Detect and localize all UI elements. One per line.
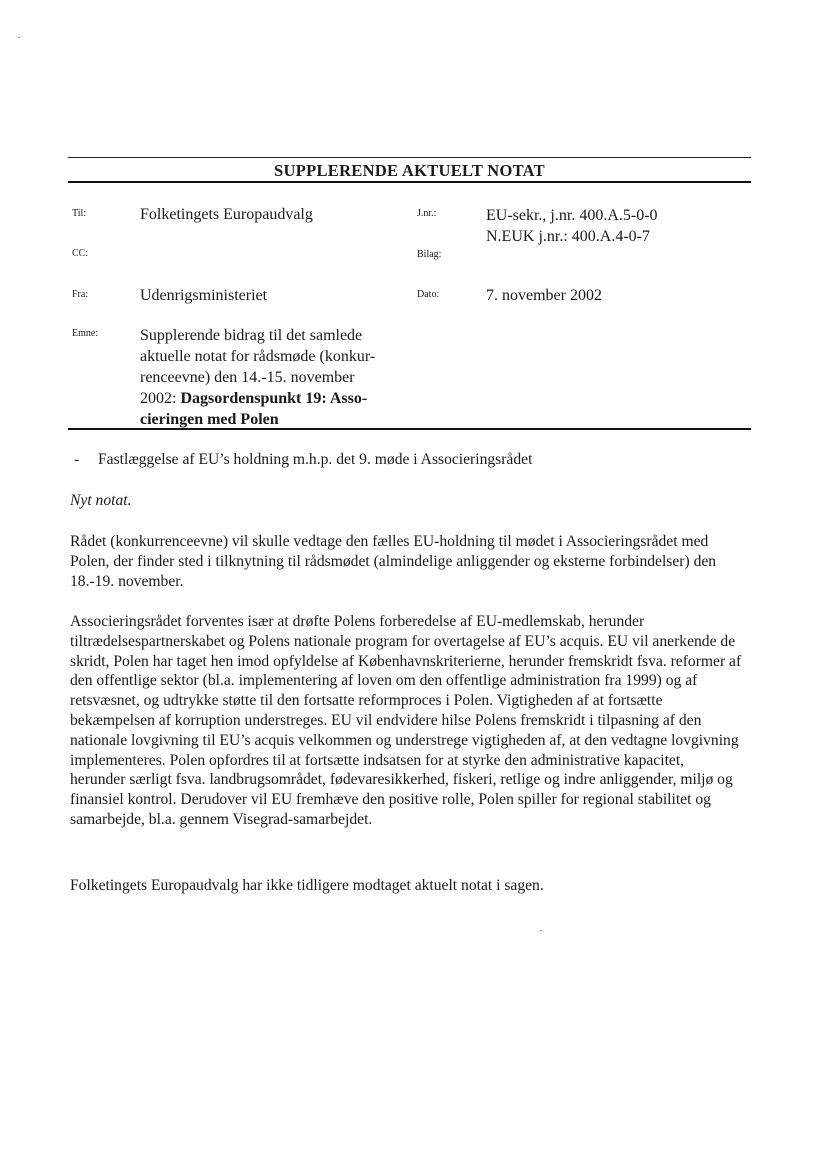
field-dato-label: Dato: — [417, 289, 440, 300]
paragraph-3: Folketingets Europaudvalg har ikke tidligere modtaget aktuelt notat i sagen. — [70, 877, 544, 894]
field-jnr-value-2: N.EUK j.nr.: 400.A.4-0-7 — [486, 228, 650, 245]
document-title: SUPPLERENDE AKTUELT NOTAT — [274, 161, 545, 180]
field-fra-value: Udenrigsministeriet — [140, 287, 268, 304]
field-cc-label: CC: — [72, 248, 89, 259]
field-dato-value: 7. november 2002 — [486, 287, 602, 304]
field-jnr-label: J.nr.: — [417, 208, 437, 219]
emne-line: Supplerende bidrag til det samlede — [140, 327, 363, 344]
field-bilag-label: Bilag: — [417, 249, 442, 260]
emne-line: aktuelle notat for rådsmøde (konkur- — [140, 348, 376, 365]
emne-line: renceevne) den 14.-15. november — [140, 369, 355, 386]
field-til-value: Folketingets Europaudvalg — [140, 206, 313, 223]
header-rule-top — [68, 157, 751, 158]
fields-rule-bottom — [68, 428, 751, 430]
paragraph-1: Rådet (konkurrenceevne) vil skulle vedtage den fælles EU-holdning til mødet i Associeringsrådet med Polen, der finder sted i tilknytning til rådsmødet (almindelige anliggender og eksterne forbindelser) den 18.-19. november. — [70, 533, 717, 590]
emne-agenda-item: Dagsordenspunkt 19: Asso- — [180, 390, 368, 407]
scan-speck — [540, 930, 542, 931]
emne-agenda-item-cont: cieringen med Polen — [140, 411, 279, 428]
header-rule-bottom — [68, 181, 751, 183]
emne-line — [140, 409, 405, 430]
bullet-text: Fastlæggelse af EU’s holdning m.h.p. det 9. møde i Associeringsrådet — [98, 451, 533, 468]
field-emne-label: Emne: — [72, 328, 99, 339]
emne-line — [140, 388, 405, 409]
scan-speck — [18, 37, 20, 38]
field-jnr-value-1: EU-sekr., j.nr. 400.A.5-0-0 — [486, 207, 658, 224]
paragraph-2: Associeringsrådet forventes især at drøfte Polens forberedelse af EU-medlemskab, herunder tiltrædelsespartnerskabet og Polens nationale program for overtagelse af EU’s acquis. EU vil anerkende de skridt, Polen har taget hen imod opfyldelse af Københavnskriterierne, herunder fremskridt fsva. reformer af den offentlige sektor (bl.a. implementering af loven om den offentlige administration fra 1999) og af retsvæsnet, og udtrykke støtte til den fortsatte reformproces i Polen. Vigtigheden af at fortsætte bekæmpelsen af korruption understreges. EU vil endvidere hilse Polens fremskridt i tilpasning af den nationale lovgivning til EU’s acquis velkommen og understrege vigtigheden af, at den vedtagne lovgivning implementeres. Polen opfordres til at fortsætte indsatsen for at styrke den administrative kapacitet, herunder særligt fsva. landbrugsområdet, fødevaresikkerhed, fiskeri, retlige og indre anliggender, miljø og finansiel kontrol. Derudover vil EU fremhæve den positive rolle, Polen spiller for regional stabilitet og samarbejde, bl.a. gennem Visegrad-samarbejdet. — [70, 613, 742, 828]
emne-line-plain: 2002: — [140, 390, 181, 407]
field-fra-label: Fra: — [72, 289, 89, 300]
field-emne-value — [140, 325, 405, 430]
note-new: Nyt notat. — [70, 492, 132, 509]
field-til-label: Til: — [72, 208, 87, 219]
bullet-dash: - — [74, 451, 80, 468]
